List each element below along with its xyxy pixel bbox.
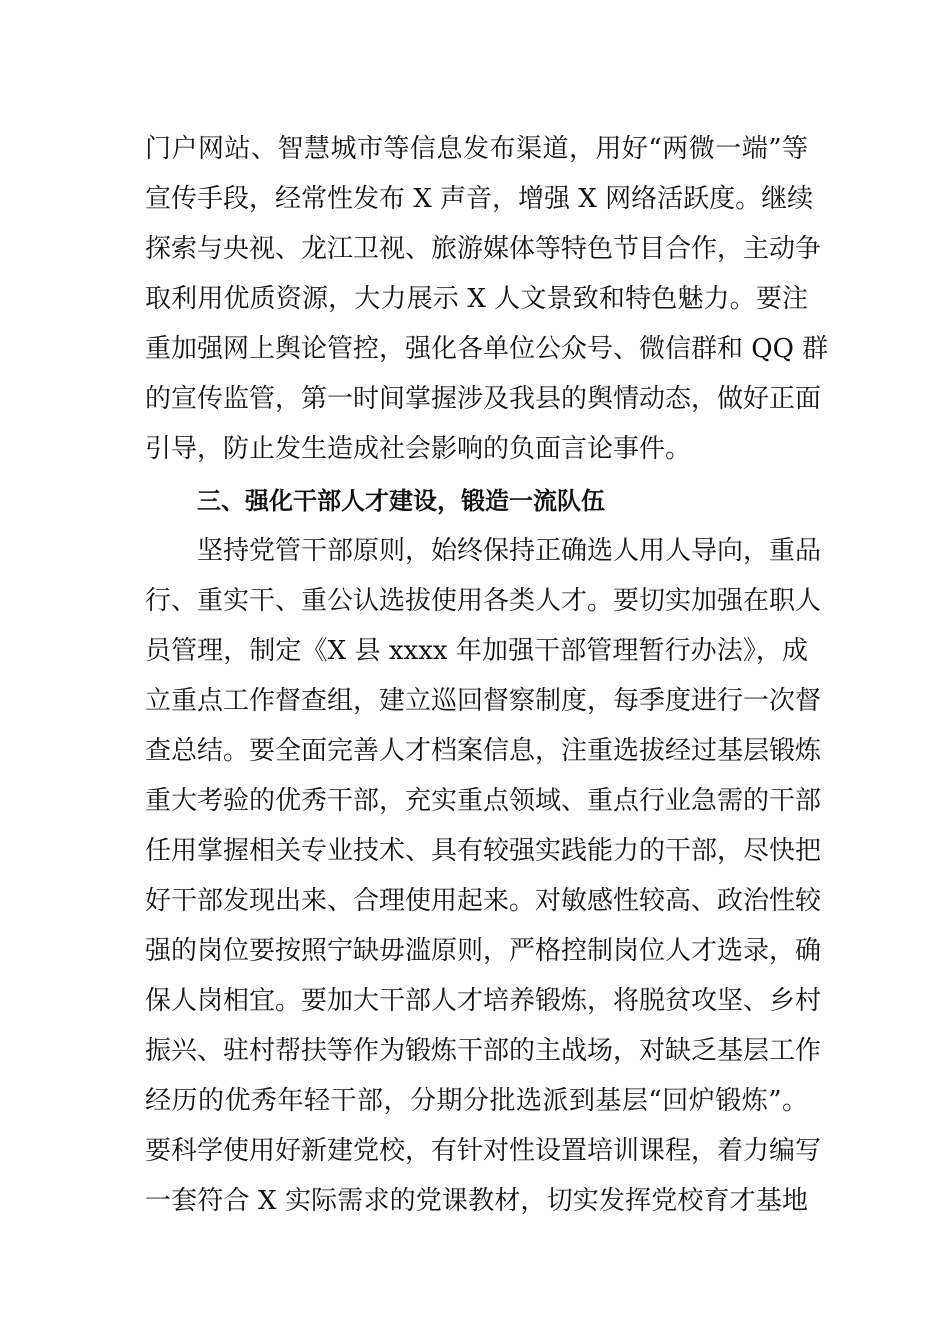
- section-heading: 三、强化干部人才建设，锻造一流队伍: [197, 487, 605, 515]
- paragraph-line: 员管理，制定《X 县 xxxx 年加强干部管理暂行办法》，成: [145, 636, 808, 666]
- paragraph-line: 任用掌握相关专业技术、具有较强实践能力的干部，尽快把: [145, 836, 822, 866]
- paragraph-line: 行、重实干、重公认选拔使用各类人才。要切实加强在职人: [145, 586, 822, 616]
- paragraph-line: 立重点工作督查组，建立巡回督察制度，每季度进行一次督: [145, 686, 822, 716]
- paragraph-line: 取利用优质资源，大力展示 X 人文景致和特色魅力。要注: [145, 284, 808, 314]
- paragraph-line: 强的岗位要按照宁缺毋滥原则，严格控制岗位人才选录，确: [145, 936, 822, 966]
- paragraph-line: 一套符合 X 实际需求的党课教材，切实发挥党校育才基地: [145, 1186, 808, 1216]
- paragraph-line: 门户网站、智慧城市等信息发布渠道，用好“两微一端”等: [145, 134, 808, 164]
- paragraph-line: 要科学使用好新建党校，有针对性设置培训课程，着力编写: [145, 1136, 822, 1166]
- paragraph-line: 保人岗相宜。要加大干部人才培养锻炼，将脱贫攻坚、乡村: [145, 986, 822, 1016]
- paragraph-line: 振兴、驻村帮扶等作为锻炼干部的主战场，对缺乏基层工作: [145, 1036, 822, 1066]
- paragraph-line: 经历的优秀年轻干部，分期分批选派到基层“回炉锻炼”。: [145, 1086, 808, 1116]
- paragraph-line: 重加强网上舆论管控，强化各单位公众号、微信群和 QQ 群: [145, 334, 829, 364]
- paragraph-line: 的宣传监管，第一时间掌握涉及我县的舆情动态，做好正面: [145, 384, 822, 414]
- paragraph-line: 引导，防止发生造成社会影响的负面言论事件。: [145, 434, 692, 464]
- paragraph-line: 宣传手段，经常性发布 X 声音，增强 X 网络活跃度。继续: [145, 184, 814, 214]
- paragraph-line: 查总结。要全面完善人才档案信息，注重选拔经过基层锻炼: [145, 736, 822, 766]
- paragraph-line: 坚持党管干部原则，始终保持正确选人用人导向，重品: [197, 536, 822, 566]
- paragraph-line: 重大考验的优秀干部，充实重点领域、重点行业急需的干部: [145, 786, 822, 816]
- paragraph-line: 探索与央视、龙江卫视、旅游媒体等特色节目合作，主动争: [145, 234, 822, 264]
- paragraph-line: 好干部发现出来、合理使用起来。对敏感性较高、政治性较: [145, 886, 822, 916]
